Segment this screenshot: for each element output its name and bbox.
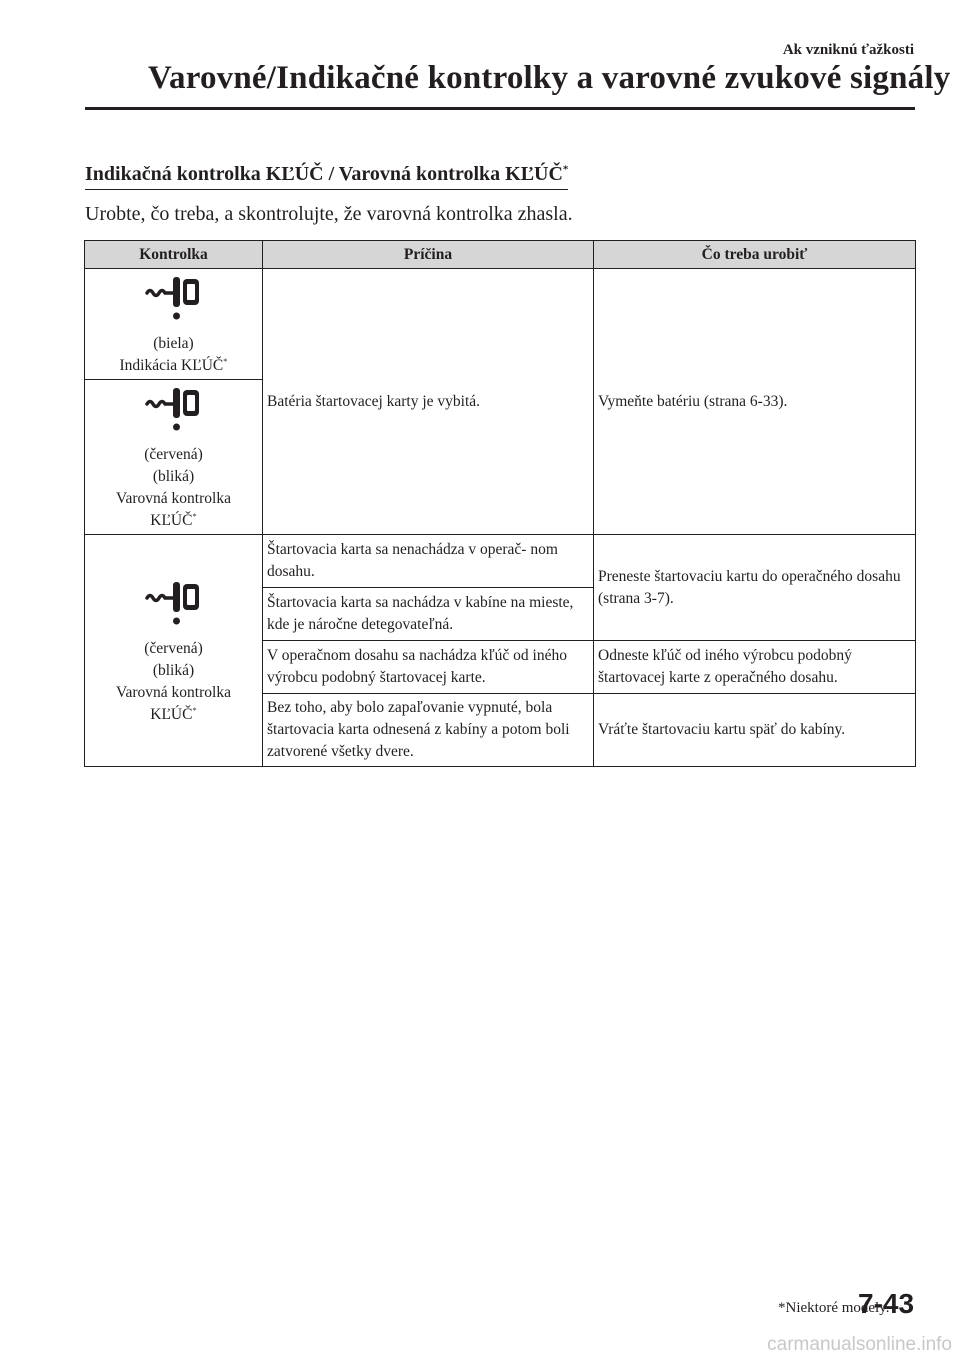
intro-text: Urobte, čo treba, a skontrolujte, že varovná kontrolka zhasla. xyxy=(85,203,573,225)
header-rule xyxy=(85,107,915,110)
cause-out-of-range: Štartovacia karta sa nenachádza v operač- nom dosahu. xyxy=(263,535,594,588)
indicator-color-label: (červená) xyxy=(144,639,203,657)
footnote: *Niektoré modely. xyxy=(778,1300,890,1316)
indicator-cell-red-1 xyxy=(85,380,263,535)
action-remove-key: Odneste kľúč od iného výrobcu podobný štartovacej karte z operačného dosahu. xyxy=(594,641,916,694)
key-warning-icon xyxy=(143,576,205,634)
table-header-row xyxy=(85,241,916,269)
indicator-name: Varovná kontrolka xyxy=(116,683,231,701)
key-warning-icon xyxy=(143,271,205,329)
indicator-asterisk: * xyxy=(223,355,228,366)
indicator-cell-white xyxy=(85,269,263,380)
header-action: Čo treba urobiť xyxy=(594,241,916,269)
indicator-name-text: KĽÚČ xyxy=(150,705,193,723)
header-indicator: Kontrolka xyxy=(85,241,263,269)
section-title-text: Indikačná kontrolka KĽÚČ / Varovná kontrolka KĽÚČ xyxy=(85,163,563,185)
indicator-cell-red-2 xyxy=(85,535,263,767)
indicator-name-text: Indikácia KĽÚČ xyxy=(119,357,224,374)
action-battery: Vymeňte batériu (strana 6-33). xyxy=(594,269,916,535)
indicator-name-2 xyxy=(89,704,258,726)
indicator-asterisk: * xyxy=(192,704,197,715)
indicator-color-label: (biela) xyxy=(153,335,194,352)
indicator-color-label: (červená) xyxy=(144,446,203,463)
indicator-state-label: (bliká) xyxy=(152,468,195,485)
cause-card-removed: Bez toho, aby bolo zapaľovanie vypnuté, bola štartovacia karta odnesená z kabíny a potom boli zatvorené všetky dvere. xyxy=(263,694,594,767)
indicator-table xyxy=(84,240,916,767)
indicator-name xyxy=(89,355,258,377)
cause-battery: Batéria štartovacej karty je vybitá. xyxy=(263,269,594,535)
table-row xyxy=(85,535,916,588)
indicator-state-label: (bliká) xyxy=(152,661,195,679)
watermark: carmanualsonline.info xyxy=(767,1334,952,1355)
action-move-card: Preneste štartovaciu kartu do operačného dosahu (strana 3-7). xyxy=(594,535,916,641)
cause-hard-to-detect: Štartovacia karta sa nachádza v kabíne na mieste, kde je náročne detegovateľná. xyxy=(263,588,594,641)
chapter-title: Ak vzniknú ťažkosti xyxy=(782,42,914,58)
header-cause: Príčina xyxy=(263,241,594,269)
indicator-name: Varovná kontrolka xyxy=(116,490,231,507)
cause-other-key: V operačnom dosahu sa nachádza kľúč od iného výrobcu podobný štartovacej karte. xyxy=(263,641,594,694)
indicator-name-text: KĽÚČ xyxy=(150,512,193,529)
indicator-name-2 xyxy=(89,510,258,532)
indicator-asterisk: * xyxy=(192,510,197,521)
table-row xyxy=(85,269,916,380)
key-warning-icon xyxy=(143,382,205,440)
section-title xyxy=(85,163,568,190)
page-title: Varovné/Indikačné kontrolky a varovné zvukové signály xyxy=(148,60,951,96)
page-number: 7-43 xyxy=(858,1288,915,1319)
action-return-card: Vráťte štartovaciu kartu späť do kabíny. xyxy=(594,694,916,767)
section-asterisk: * xyxy=(562,163,569,176)
